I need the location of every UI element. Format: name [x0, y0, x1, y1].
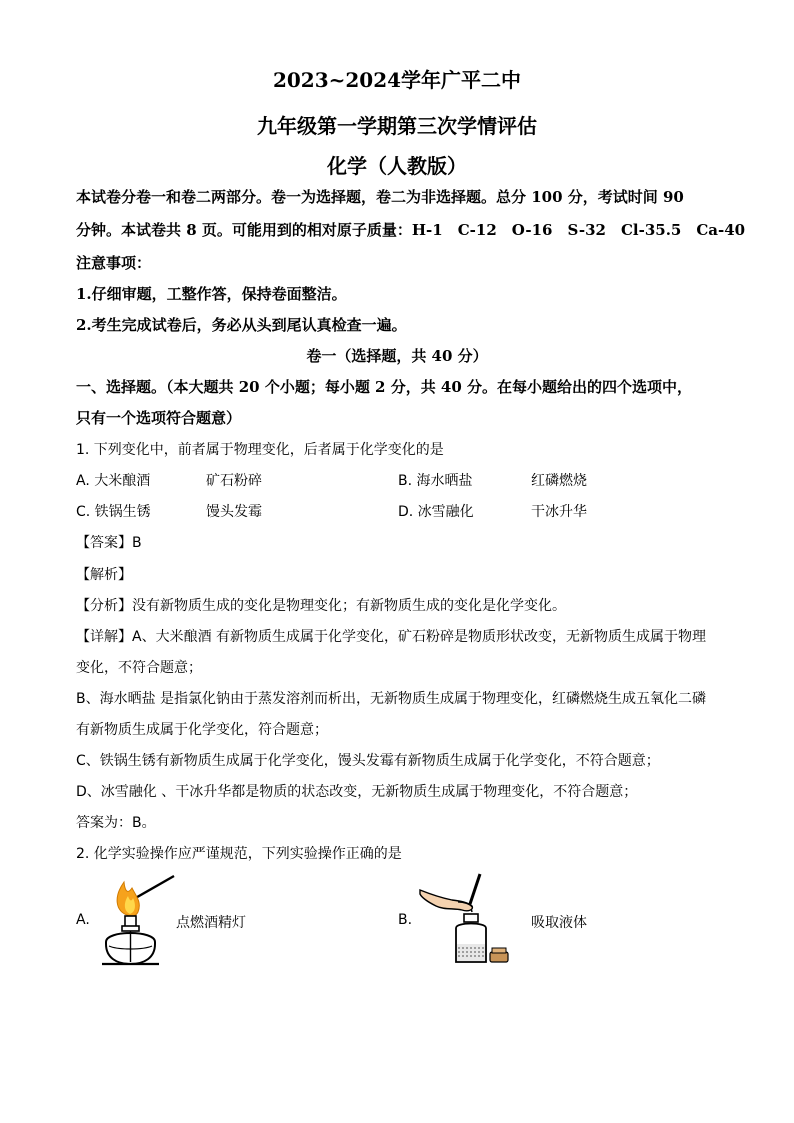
hand-icon: [420, 890, 472, 911]
q2-option-b-label: B.: [398, 912, 413, 928]
section-heading-1: 一、选择题。（本大题共 20 个小题；每小题 2 分，共 40 分。在每小题给出的四个选项中，: [76, 378, 693, 396]
exam-title-subject: 化学（人教版）: [327, 154, 467, 178]
q1-option-a-item: 矿石粉碎: [206, 473, 262, 489]
q2-option-b-text: 吸取液体: [531, 915, 587, 931]
q1-fenxi: 【分析】没有新物质生成的变化是物理变化；有新物质生成的变化是化学变化。: [76, 598, 566, 614]
notice-title: 注意事项：: [76, 254, 152, 272]
q1-answer: 【答案】B: [76, 535, 142, 551]
q1-option-d-item: 干冰升华: [531, 504, 587, 520]
dropper-icon: [470, 874, 480, 904]
q2-stem: 2. 化学实验操作应严谨规范，下列实验操作正确的是: [76, 846, 402, 862]
exam-title-school: 2023~2024学年广平二中: [272, 68, 522, 92]
match-stick-icon: [132, 876, 174, 900]
q1-stem: 1. 下列变化中，前者属于物理变化，后者属于化学变化的是: [76, 442, 444, 458]
section-heading-2: 只有一个选项符合题意）: [76, 409, 242, 427]
q1-option-c: C. 铁锅生锈: [76, 504, 151, 520]
q1-xiangjie-1: 【详解】A、大米酿酒 有新物质生成属于化学变化，矿石粉碎是物质形状改变，无新物质生成属于物理: [76, 629, 707, 645]
q2-option-a-label: A.: [76, 912, 90, 928]
section-juan1: 卷一（选择题，共 40 分）: [306, 347, 488, 365]
q1-c-line: C、铁锅生锈有新物质生成属于化学变化，馒头发霉有新物质生成属于化学变化，不符合题意；: [76, 753, 660, 769]
notice-1: 1.仔细审题，工整作答，保持卷面整洁。: [76, 285, 347, 303]
q2-option-a-text: 点燃酒精灯: [176, 915, 246, 931]
q1-option-d: D. 冰雪融化: [398, 504, 474, 520]
q1-option-b: B. 海水晒盐: [398, 473, 473, 489]
intro-line-2: 分钟。本试卷共 8 页。可能用到的相对原子质量：H-1 C-12 O-16 S-32 Cl-35.5 Ca-40: [76, 221, 746, 239]
q1-d-line: D、冰雪融化 、干冰升华都是物质的状态改变，无新物质生成属于物理变化，不符合题意；: [76, 784, 638, 800]
intro-line-1: 本试卷分卷一和卷二两部分。卷一为选择题，卷二为非选择题。总分 100 分，考试时间 90: [76, 188, 684, 206]
q1-jiexi: 【解析】: [76, 567, 132, 583]
q1-option-b-item: 红磷燃烧: [531, 473, 587, 489]
q1-xiangjie-2: 变化，不符合题意；: [76, 660, 202, 676]
exam-title-term: 九年级第一学期第三次学情评估: [257, 114, 537, 138]
q1-final: 答案为：B。: [76, 815, 156, 831]
q1-b-line-1: B、海水晒盐 是指氯化钠由于蒸发溶剂而析出，无新物质生成属于物理变化，红磷燃烧生成五氧化二磷: [76, 691, 707, 707]
q1-b-line-2: 有新物质生成属于化学变化，符合题意；: [76, 722, 328, 738]
q1-option-a: A. 大米酿酒: [76, 473, 151, 489]
dropper-bottle-figure: [418, 872, 513, 968]
notice-2: 2.考生完成试卷后，务必从头到尾认真检查一遍。: [76, 316, 407, 334]
alcohol-lamp-figure: [92, 872, 177, 968]
q1-option-c-item: 馒头发霉: [206, 504, 262, 520]
